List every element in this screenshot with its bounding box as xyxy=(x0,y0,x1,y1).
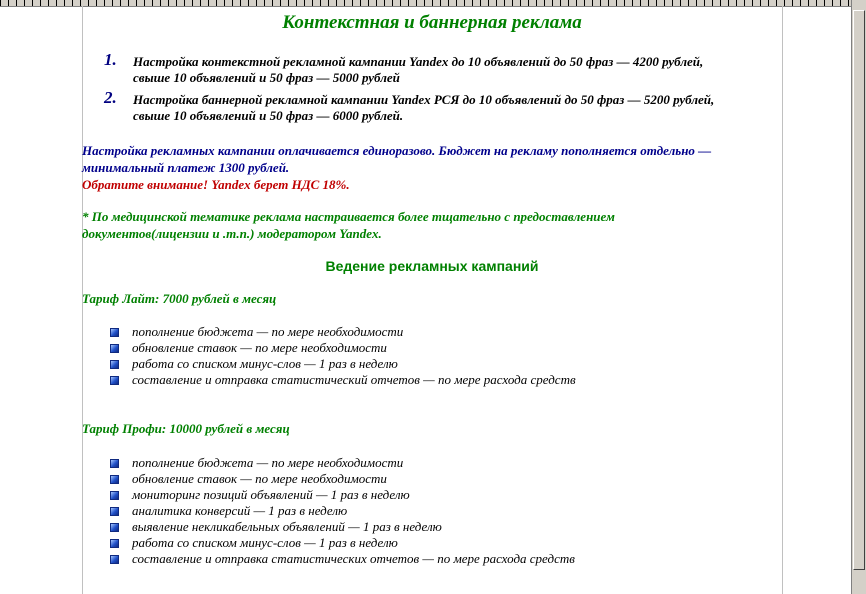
list-item xyxy=(110,471,770,487)
tariff-lite-list xyxy=(110,324,770,388)
section-title: Ведение рекламных кампаний xyxy=(325,258,539,274)
blue-square-bullet-icon xyxy=(110,507,119,516)
tariff-pro-list xyxy=(110,455,770,567)
list-item-text: работа со списком минус-слов — 1 раз в неделю xyxy=(132,356,398,371)
tariff-title: Тариф Лайт: 7000 рублей в месяц xyxy=(82,291,277,306)
medical-note-line: * По медицинской тематике реклама настраивается более тщательно с предоставлением xyxy=(82,209,615,224)
tariff-title: Тариф Профи: 10000 рублей в месяц xyxy=(82,421,290,436)
list-item-text: составление и отправка статистических отчетов — по мере расхода средств xyxy=(132,551,575,566)
list-item-text: мониторинг позиций объявлений — 1 раз в неделю xyxy=(132,487,410,502)
blue-square-bullet-icon xyxy=(110,475,119,484)
vat-warning: Обратите внимание! Yandex берет НДС 18%. xyxy=(82,177,350,192)
list-item-text: пополнение бюджета — по мере необходимости xyxy=(132,455,404,470)
payment-note-line: минимальный платеж 1300 рублей. xyxy=(82,160,290,175)
item-text-line: свыше 10 объявлений и 50 фраз — 6000 рублей. xyxy=(133,108,404,123)
item-number: 2. xyxy=(104,88,117,107)
list-item-text: выявление некликабельных объявлений — 1 раз в неделю xyxy=(132,519,442,534)
numbered-item xyxy=(104,88,764,124)
list-item xyxy=(110,455,770,471)
medical-note xyxy=(82,208,772,242)
list-item xyxy=(110,356,770,372)
blue-square-bullet-icon xyxy=(110,376,119,385)
item-text-line: Настройка контекстной рекламной кампании Yandex до 10 объявлений до 50 фраз — 4200 рублей, xyxy=(133,54,704,69)
list-item-text: обновление ставок — по мере необходимости xyxy=(132,471,387,486)
list-item xyxy=(110,487,770,503)
blue-square-bullet-icon xyxy=(110,523,119,532)
list-item-text: работа со списком минус-слов — 1 раз в неделю xyxy=(132,535,398,550)
blue-square-bullet-icon xyxy=(110,344,119,353)
vertical-scrollbar[interactable] xyxy=(851,0,866,594)
blue-square-bullet-icon xyxy=(110,360,119,369)
list-item xyxy=(110,324,770,340)
payment-note xyxy=(82,142,772,176)
right-margin-guide xyxy=(782,6,783,594)
page-title: Контекстная и баннерная реклама xyxy=(282,12,582,33)
numbered-item xyxy=(104,50,764,86)
blue-square-bullet-icon xyxy=(110,459,119,468)
ruler xyxy=(0,0,851,7)
document-page[interactable] xyxy=(82,8,782,594)
list-item xyxy=(110,372,770,388)
blue-square-bullet-icon xyxy=(110,539,119,548)
list-item-text: обновление ставок — по мере необходимости xyxy=(132,340,387,355)
item-text-line: Настройка баннерной рекламной кампании Yandex РСЯ до 10 объявлений до 50 фраз — 5200 рублей, xyxy=(133,92,715,107)
medical-note-line: документов(лицензии и .т.п.) модератором Yandex. xyxy=(82,226,382,241)
list-item xyxy=(110,535,770,551)
blue-square-bullet-icon xyxy=(110,491,119,500)
payment-note-line: Настройка рекламных кампании оплачивается единоразово. Бюджет на рекламу пополняется отдельно — xyxy=(82,143,712,158)
item-text-line: свыше 10 объявлений и 50 фраз — 5000 рублей xyxy=(133,70,400,85)
list-item-text: пополнение бюджета — по мере необходимости xyxy=(132,324,404,339)
scrollbar-thumb[interactable] xyxy=(853,10,865,570)
list-item xyxy=(110,503,770,519)
blue-square-bullet-icon xyxy=(110,328,119,337)
list-item xyxy=(110,340,770,356)
list-item-text: составление и отправка статистический отчетов — по мере расхода средств xyxy=(132,372,576,387)
list-item-text: аналитика конверсий — 1 раз в неделю xyxy=(132,503,348,518)
list-item xyxy=(110,551,770,567)
list-item xyxy=(110,519,770,535)
item-number: 1. xyxy=(104,50,117,69)
blue-square-bullet-icon xyxy=(110,555,119,564)
